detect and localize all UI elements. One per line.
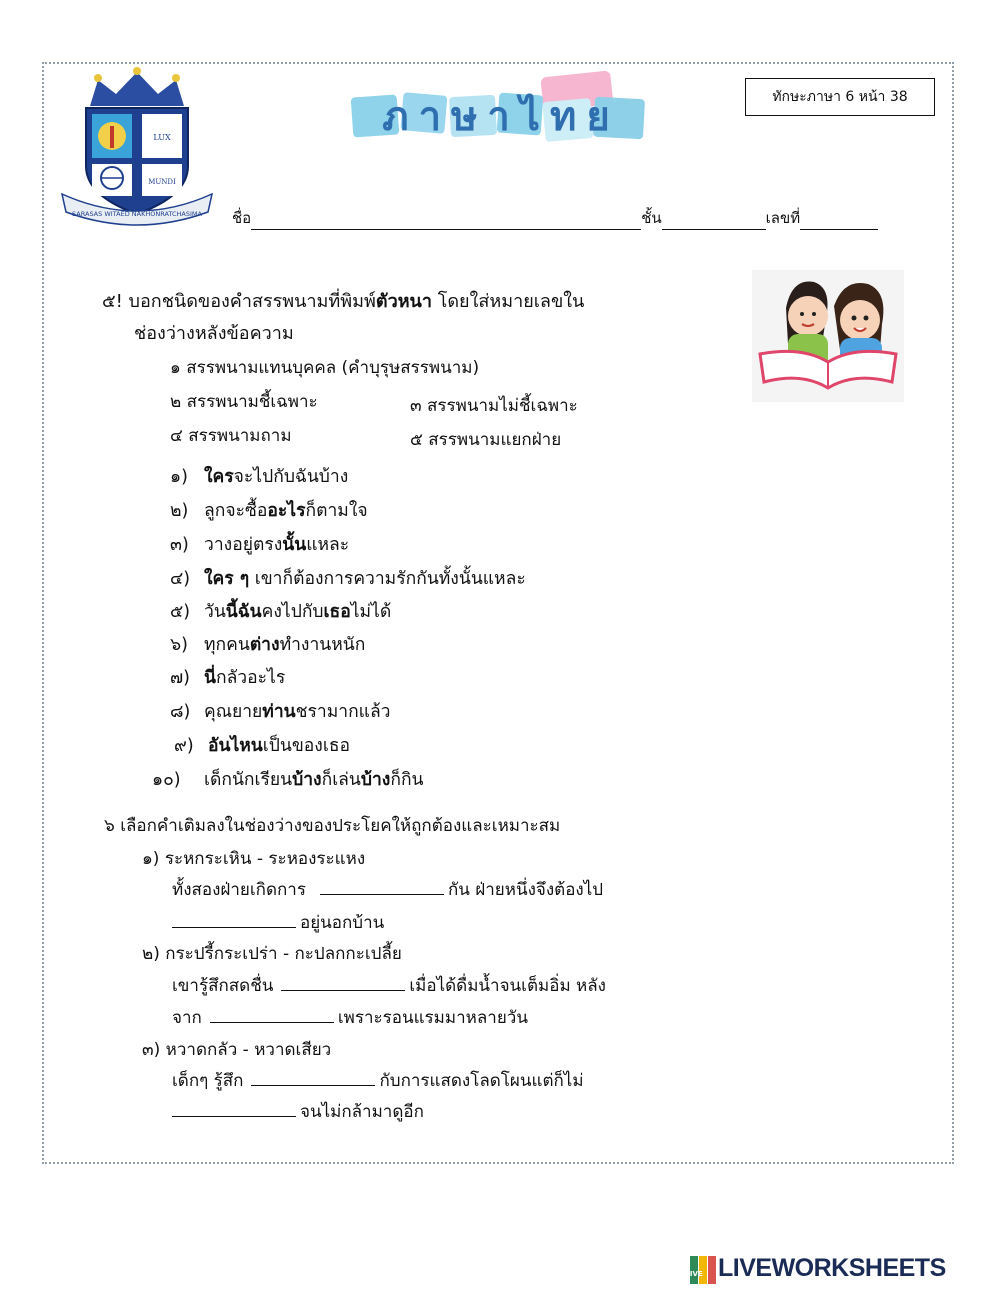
pronoun-item-text: เป็นของเธอ [262,736,351,756]
pronoun-item-number: ๗) [170,668,190,688]
s6-item1-blank2[interactable] [172,915,296,928]
pronoun-item [170,530,349,558]
s6-item3-blank2[interactable] [172,1104,296,1117]
pronoun-bold-word: ใคร ๆ [204,569,250,589]
pronoun-item [152,765,424,793]
page-number-box [745,78,935,116]
pronoun-type-2: ๒ สรรพนามชี้เฉพาะ [170,392,318,412]
pronoun-item [170,597,391,625]
s6-item2-line2-a: จาก [172,1008,202,1028]
pronoun-bold-word: นี้ [225,602,238,622]
liveworksheets-badge: LIVE [685,1270,703,1278]
pronoun-item [170,697,391,725]
logo-banner-text: SARASAS WITAED NAKHONRATCHASIMA [72,210,202,218]
s6-item3-line2 [172,1098,424,1125]
pronoun-item-text: ลูกจะซื้อ [204,501,268,521]
pronoun-type-5: ๕ สรรพนามแยกฝ่าย [410,430,562,450]
pronoun-item-number: ๑) [170,467,188,487]
pronoun-item-number: ๔) [170,569,191,589]
logo-text-mundi: MUNDI [148,178,176,186]
section5-heading-part1: ๕! บอกชนิดของคำสรรพนามที่พิมพ์ [102,291,376,312]
section5-heading-line2: ช่องว่างหลังข้อความ [134,323,294,344]
section6-heading: ๖ เลือกคำเติมลงในช่องว่างของประโยคให้ถูกต้องและเหมาะสม [104,816,561,836]
pronoun-item-text: วัน [204,602,226,622]
pronoun-item-text: เขาก็ต้องการความรักกันทั้งนั้นแหละ [249,569,526,589]
pronoun-bold-word: อันไหน [208,736,263,756]
pronoun-bold-word: บ้าง [360,770,391,790]
s6-item2-line1-b: เมื่อได้ดื่มน้ำจนเต็มอิ่ม หลัง [409,976,606,996]
pronoun-item-text: ทุกคน [204,635,250,655]
s6-item3-line2-b: จนไม่กล้ามาดูอีก [300,1102,424,1122]
s6-item2-line2 [172,1004,528,1031]
pronoun-item-text: คงไปกับ [261,602,324,622]
pronoun-item-text: ไม่ได้ [350,602,392,622]
section5-heading [102,286,584,315]
pronoun-type-4: ๔ สรรพนามถาม [170,426,292,446]
s6-item1-choice: ๑) ระหกระเหิน - ระหองระแหง [142,849,366,869]
class-label: ชั้น [641,209,662,227]
s6-item3-line1-a: เด็กๆ รู้สึก [172,1071,244,1091]
pronoun-item-text: ก็ตามใจ [305,501,368,521]
section5-heading-part2: โดยใส่หมายเลขใน [431,291,585,312]
pronoun-bold-word: ท่าน [262,702,296,722]
pronoun-bold-word: นั้น [282,535,307,555]
pronoun-item-text: ก็กิน [390,770,424,790]
liveworksheets-logo-icon [685,1256,716,1284]
pronoun-item-text: ทำงานหนัก [279,635,366,655]
s6-item3-choice: ๓) หวาดกลัว - หวาดเสียว [142,1040,332,1060]
logo-text-lux: LUX [153,133,171,142]
pronoun-bold-word: ฉัน [237,602,262,622]
s6-item1-line1 [172,876,603,903]
name-blank[interactable] [251,215,641,230]
pronoun-item-number: ๕) [170,602,191,622]
pronoun-type-3: ๓ สรรพนามไม่ชี้เฉพาะ [410,396,578,416]
kids-reading-illustration [752,270,904,402]
class-blank[interactable] [662,215,766,230]
s6-item3-line1-b: กับการแสดงโลดโผนแต่ก็ไม่ [379,1071,584,1091]
student-info-line [232,206,878,230]
crown-icon [90,67,184,106]
pronoun-item-number: ๒) [170,501,189,521]
name-label: ชื่อ [232,209,252,227]
shield-icon [86,108,188,214]
pronoun-item [170,462,348,490]
section5-heading-bold: ตัวหนา [375,291,432,312]
pronoun-type-1: ๑ สรรพนามแทนบุคคล (คำบุรุษสรรพนาม) [170,358,480,378]
school-logo [58,66,216,226]
s6-item1-line1-b: กัน ฝ่ายหนึ่งจึงต้องไป [447,880,604,900]
page-number-text: ทักษะภาษา 6 หน้า 38 [772,89,908,105]
liveworksheets-text: LIVEWORKSHEETS [718,1254,946,1282]
pronoun-item-text: แหละ [306,535,350,555]
number-blank[interactable] [800,215,878,230]
s6-item2-line1-a: เขารู้สึกสดชื่น [172,976,274,996]
s6-item2-blank2[interactable] [210,1010,334,1023]
s6-item1-line1-a: ทั้งสองฝ่ายเกิดการ [172,880,306,900]
pronoun-bold-word: ต่าง [249,635,280,655]
pronoun-item-text: คุณยาย [204,702,263,722]
pronoun-item-number: ๑๐) [152,770,181,790]
s6-item3-blank1[interactable] [251,1073,375,1086]
s6-item2-blank1[interactable] [281,978,405,991]
s6-item1-blank1[interactable] [320,882,444,895]
pronoun-item [174,731,350,759]
pronoun-bold-word: อะไร [267,501,306,521]
pronoun-item-number: ๘) [170,702,191,722]
pronoun-item-number: ๓) [170,535,189,555]
pronoun-bold-word: เธอ [323,602,351,622]
s6-item2-choice: ๒) กระปรี้กระเปร่า - กะปลกกะเปลี้ย [142,944,402,964]
pronoun-item-text: วางอยู่ตรง [204,535,283,555]
pronoun-item [170,663,285,691]
pronoun-bold-word: นี่ [204,668,216,688]
s6-item1-line2-b: อยู่นอกบ้าน [300,913,385,933]
pronoun-item-text: เด็กนักเรียน [204,770,293,790]
s6-item2-line1 [172,972,606,999]
pronoun-bold-word: บ้าง [292,770,322,790]
pronoun-item [170,564,526,592]
number-label: เลขที่ [765,209,801,227]
pronoun-item [170,630,365,658]
pronoun-item-text: กลัวอะไร [215,668,286,688]
liveworksheets-brand [685,1254,990,1288]
pronoun-item-number: ๖) [170,635,188,655]
pronoun-item-number: ๙) [174,736,194,756]
pronoun-item-text: จะไปกับฉันบ้าง [233,467,349,487]
pronoun-item-text: ชรามากแล้ว [295,702,391,722]
s6-item1-line2 [172,909,384,936]
pronoun-bold-word: ใคร [204,467,234,487]
pronoun-item [170,496,368,524]
pronoun-item-text: ก็เล่น [321,770,361,790]
s6-item2-line2-b: เพราะรอนแรมมาหลายวัน [337,1008,528,1028]
title-art [346,72,656,144]
s6-item3-line1 [172,1067,584,1094]
title-text: ภาษาไทย [382,94,620,140]
